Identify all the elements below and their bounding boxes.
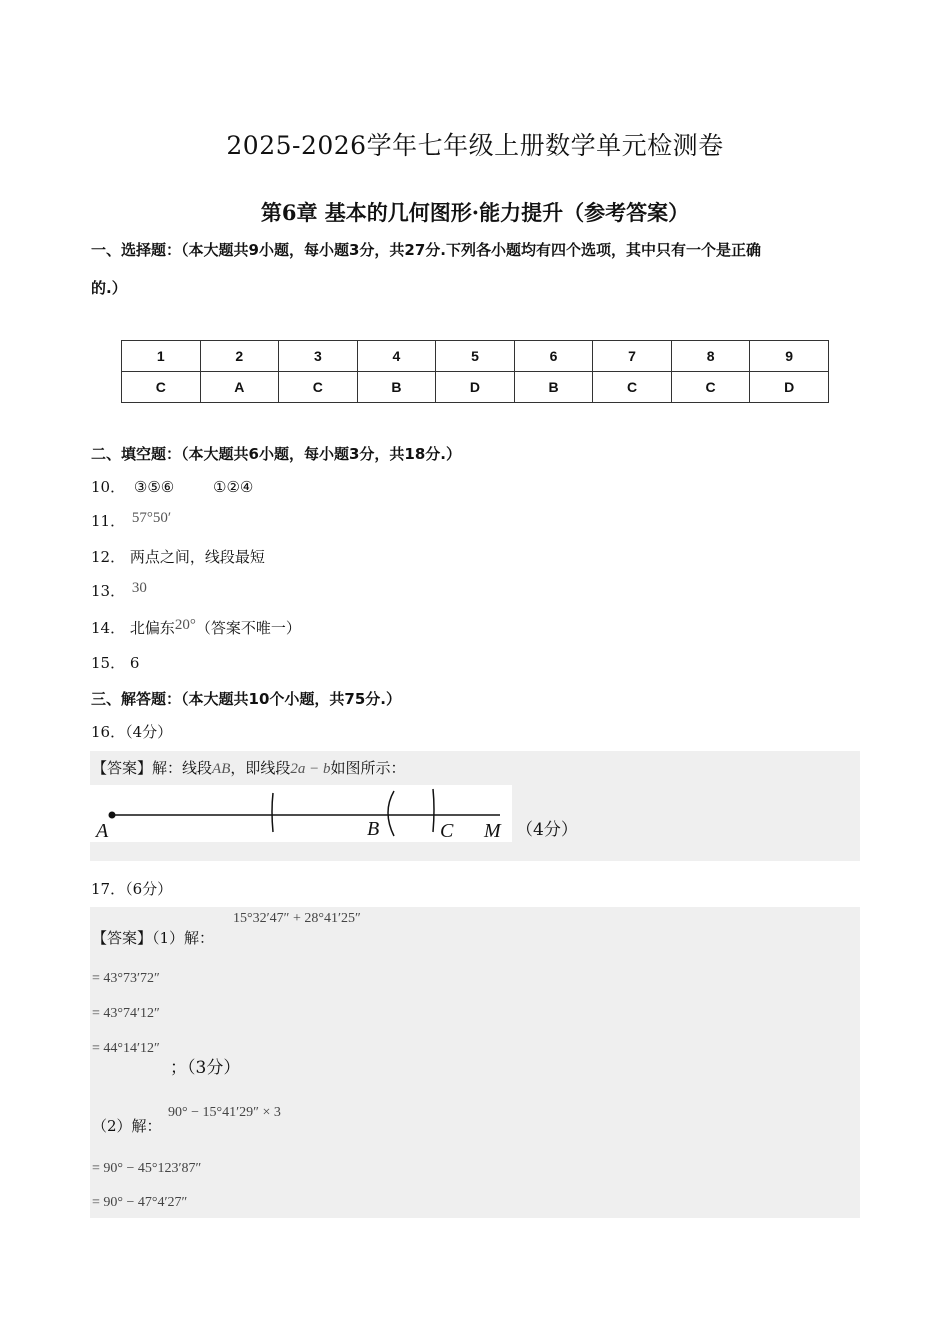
table-cell: 1: [122, 341, 201, 372]
table-cell: A: [200, 372, 279, 403]
section1-heading: 一、选择题：（本大题共9小题，每小题3分，共27分.下列各小题均有四个选项，其中只有一个是正确: [91, 241, 761, 259]
table-cell: 3: [279, 341, 358, 372]
item-number: 11．: [91, 512, 126, 530]
document-title: 2025-2026学年七年级上册数学单元检测卷: [226, 131, 724, 160]
item-answer: 57°50′: [131, 510, 172, 526]
q16-label: 16．（4分）: [91, 723, 173, 741]
fill-item-12: [91, 546, 265, 567]
answer-math: 2a − b: [290, 761, 331, 777]
table-cell: 4: [357, 341, 436, 372]
item-number: 14．: [91, 619, 126, 637]
table-cell: 8: [671, 341, 750, 372]
item-answer-angle: 20°: [174, 617, 196, 633]
answer-table: [121, 340, 829, 403]
table-cell: 2: [200, 341, 279, 372]
answer-text: 如图所示：: [330, 759, 406, 777]
table-cell: B: [357, 372, 436, 403]
point-label: A: [96, 820, 109, 842]
arc-mark: [433, 789, 434, 832]
table-cell: D: [436, 372, 515, 403]
item-number: 10．: [91, 478, 126, 496]
part2-step: = 90° − 47°4′27″: [92, 1195, 188, 1210]
answer-tag: 【答案】: [92, 759, 153, 777]
answer-math: AB: [212, 761, 231, 777]
part1-step: = 44°14′12″: [92, 1041, 160, 1056]
segment-figure: [90, 785, 512, 842]
item-answer: 6: [129, 654, 140, 672]
fill-item-10: [91, 476, 253, 497]
section1-heading-cont: 的.）: [91, 279, 127, 297]
answer-table-answers-row: [122, 372, 829, 403]
fill-item-13: [91, 580, 147, 601]
fill-item-14: [91, 617, 301, 638]
arc-mark: [388, 791, 394, 836]
point-a-dot: [109, 812, 116, 819]
table-cell: C: [671, 372, 750, 403]
q16-answer-box: [90, 751, 860, 861]
item-number: 12．: [91, 548, 126, 566]
item-answer-note: （答案不唯一）: [195, 619, 301, 637]
answer-table-numbers-row: [122, 341, 829, 372]
part1-score: ；（3分）: [170, 1058, 241, 1078]
item-answer: 30: [131, 580, 147, 596]
arc-mark: [272, 793, 273, 832]
fill-item-11: [91, 510, 171, 531]
table-cell: C: [593, 372, 672, 403]
answer-tag: 【答案】: [92, 929, 153, 947]
item-answer-second: ①②④: [213, 478, 254, 496]
item-answer: ③⑤⑥: [133, 478, 175, 496]
part2-step: = 90° − 45°123′87″: [92, 1161, 202, 1176]
fill-item-15: [91, 652, 139, 673]
table-cell: 5: [436, 341, 515, 372]
part1-step: = 43°74′12″: [92, 1006, 160, 1021]
table-cell: 6: [514, 341, 593, 372]
point-label: B: [367, 818, 380, 840]
section3-heading: 三、解答题：（本大题共10个小题，共75分.）: [91, 690, 401, 708]
part1-step: = 43°73′72″: [92, 971, 160, 986]
q17-part1-line: [92, 927, 214, 948]
q16-answer-line: [92, 757, 406, 778]
table-cell: 7: [593, 341, 672, 372]
item-number: 13．: [91, 582, 126, 600]
part2-label: （2）解：: [92, 1117, 162, 1135]
table-cell: D: [750, 372, 829, 403]
table-cell: C: [279, 372, 358, 403]
document-subtitle: 第6章 基本的几何图形·能力提升（参考答案）: [260, 200, 690, 225]
point-label: C: [440, 820, 454, 842]
item-number: 15．: [91, 654, 126, 672]
part1-label: （1）解：: [152, 929, 215, 947]
answer-text: ，即线段: [230, 759, 291, 777]
table-cell: C: [122, 372, 201, 403]
section2-heading: 二、填空题：（本大题共6小题，每小题3分，共18分.）: [91, 445, 461, 463]
item-answer: 北偏东: [129, 619, 175, 637]
table-cell: B: [514, 372, 593, 403]
q16-score: （4分）: [516, 820, 578, 840]
segment-diagram: [90, 785, 512, 842]
part2-expression: 90° − 15°41′29″ × 3: [168, 1105, 281, 1120]
answer-text: 解：线段: [152, 759, 213, 777]
point-label: M: [484, 820, 501, 842]
item-answer: 两点之间，线段最短: [129, 548, 265, 566]
table-cell: 9: [750, 341, 829, 372]
part1-expression: 15°32′47″ + 28°41′25″: [233, 911, 361, 926]
q17-label: 17．（6分）: [91, 880, 173, 898]
q17-answer-box: [90, 907, 860, 1218]
